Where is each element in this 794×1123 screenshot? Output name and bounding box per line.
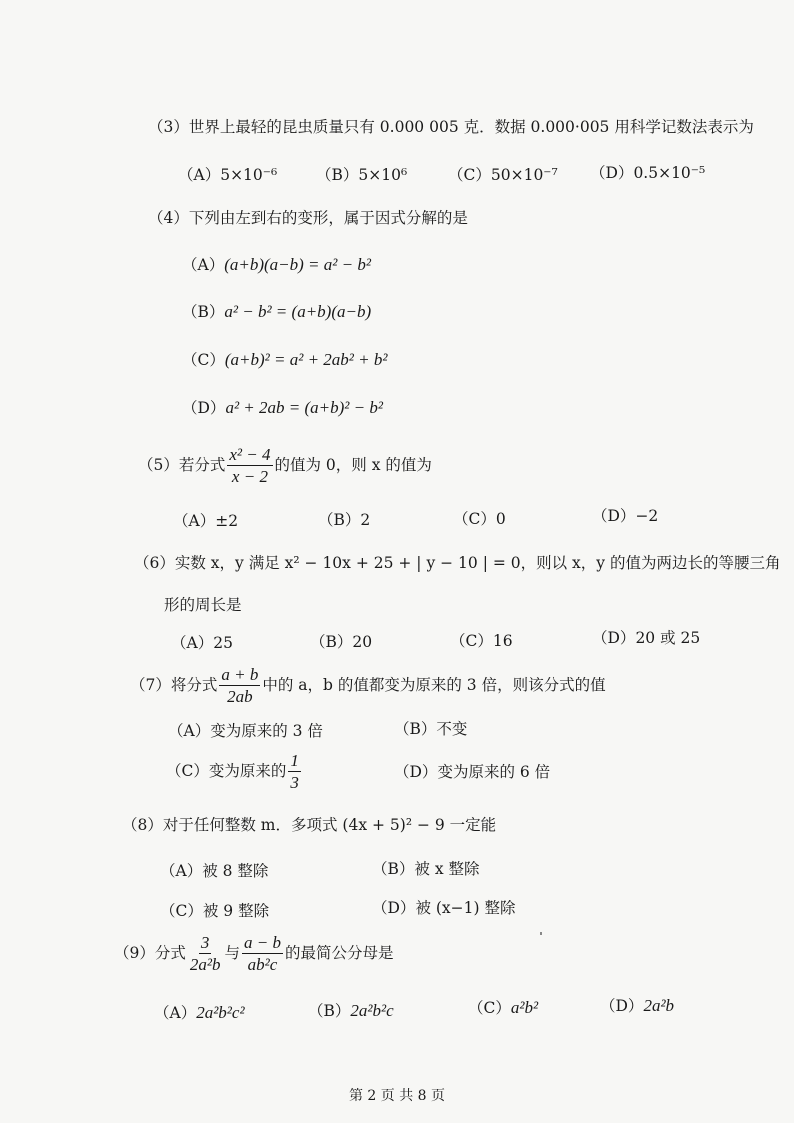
q7-fraction: $\frac{a + b}{2ab}$ [221, 665, 259, 706]
q3-option-a: （A）5×10⁻⁶ [178, 166, 278, 184]
q4-option-c: （C）(a+b)² = a² + 2ab² + b² [182, 350, 388, 369]
page-footer: 第 2 页 共 8 页 [348, 1088, 446, 1104]
q7-option-c: （C） 变为原来的 $\frac{1}{3}$ [166, 751, 299, 792]
q5-option-b: （B）2 [318, 511, 371, 529]
q3-stem: （3）世界上最轻的昆虫质量只有 0.000 005 克．数据 0.000·005 用科学记数法表示为 [148, 118, 754, 136]
q9-fraction-1: $\frac{3}{\text{2a²b}}$ [189, 933, 221, 974]
q4-option-a: （A）(a+b)(a−b) = a² − b² [182, 255, 371, 274]
q9-option-c: （C）a²b² [468, 998, 539, 1017]
q3-option-b: （B）5×10⁶ [316, 166, 408, 184]
q4-option-d: （D）a² + 2ab = (a+b)² − b² [182, 398, 383, 417]
q9-option-a: （A）2a²b²c² [154, 1003, 245, 1022]
q6-option-b: （B）20 [310, 633, 373, 651]
q9-stem: （9）分式 $\frac{3}{\text{2a²b}}$ 与 $\frac{a - b}{\text{ab²c}}$ 的最简公分母是 [114, 933, 394, 974]
q7-stem: （7）将分式 $\frac{a + b}{2ab}$ 中的 a，b 的值都变为原来的 3 倍，则该分式的值 [130, 665, 606, 706]
q6-option-c: （C）16 [450, 632, 513, 650]
q4-option-b: （B）a² − b² = (a+b)(a−b) [182, 302, 372, 321]
q6-stem-line2: 形的周长是 [164, 596, 242, 614]
q7-option-a: （A）变为原来的 3 倍 [168, 722, 323, 740]
q9-fraction-2: $\frac{a - b}{\text{ab²c}}$ [244, 933, 281, 974]
q6-option-d: （D）20 或 25 [592, 629, 701, 647]
scan-speck [540, 932, 542, 935]
q9-option-d: （D）2a²b [600, 996, 675, 1015]
q9-option-b: （B）2a²b²c [308, 1001, 394, 1020]
q8-option-a: （A）被 8 整除 [160, 862, 269, 880]
q4-stem: （4）下列由左到右的变形，属于因式分解的是 [148, 209, 468, 227]
q8-option-b: （B）被 x 整除 [372, 860, 480, 878]
q7-option-d: （D）变为原来的 6 倍 [394, 763, 551, 781]
q8-option-d: （D）被 (x−1) 整除 [372, 899, 516, 917]
q6-option-a: （A）25 [171, 634, 233, 652]
q5-option-a: （A）±2 [173, 512, 239, 530]
q8-option-c: （C）被 9 整除 [160, 902, 270, 920]
q5-stem: （5）若分式 $\frac{\text{x² − 4}}{x - 2}$ 的值为 0，则 x 的值为 [138, 445, 432, 486]
q7-option-b: （B）不变 [394, 720, 468, 738]
q7-c-fraction: $\frac{1}{3}$ [290, 751, 299, 792]
q5-fraction: $\frac{\text{x² − 4}}{x - 2}$ [229, 445, 271, 486]
q3-option-c: （C）50×10⁻⁷ [448, 166, 558, 184]
q8-stem: （8）对于任何整数 m．多项式 (4x + 5)² − 9 一定能 [122, 816, 497, 834]
q6-stem-line1: （6）实数 x，y 满足 x² − 10x + 25 + | y − 10 | = 0，则以 x，y 的值为两边长的等腰三角 [134, 554, 781, 572]
q5-option-c: （C）0 [453, 510, 506, 528]
q3-option-d: （D）0.5×10⁻⁵ [590, 164, 706, 182]
q5-option-d: （D）−2 [592, 507, 659, 525]
